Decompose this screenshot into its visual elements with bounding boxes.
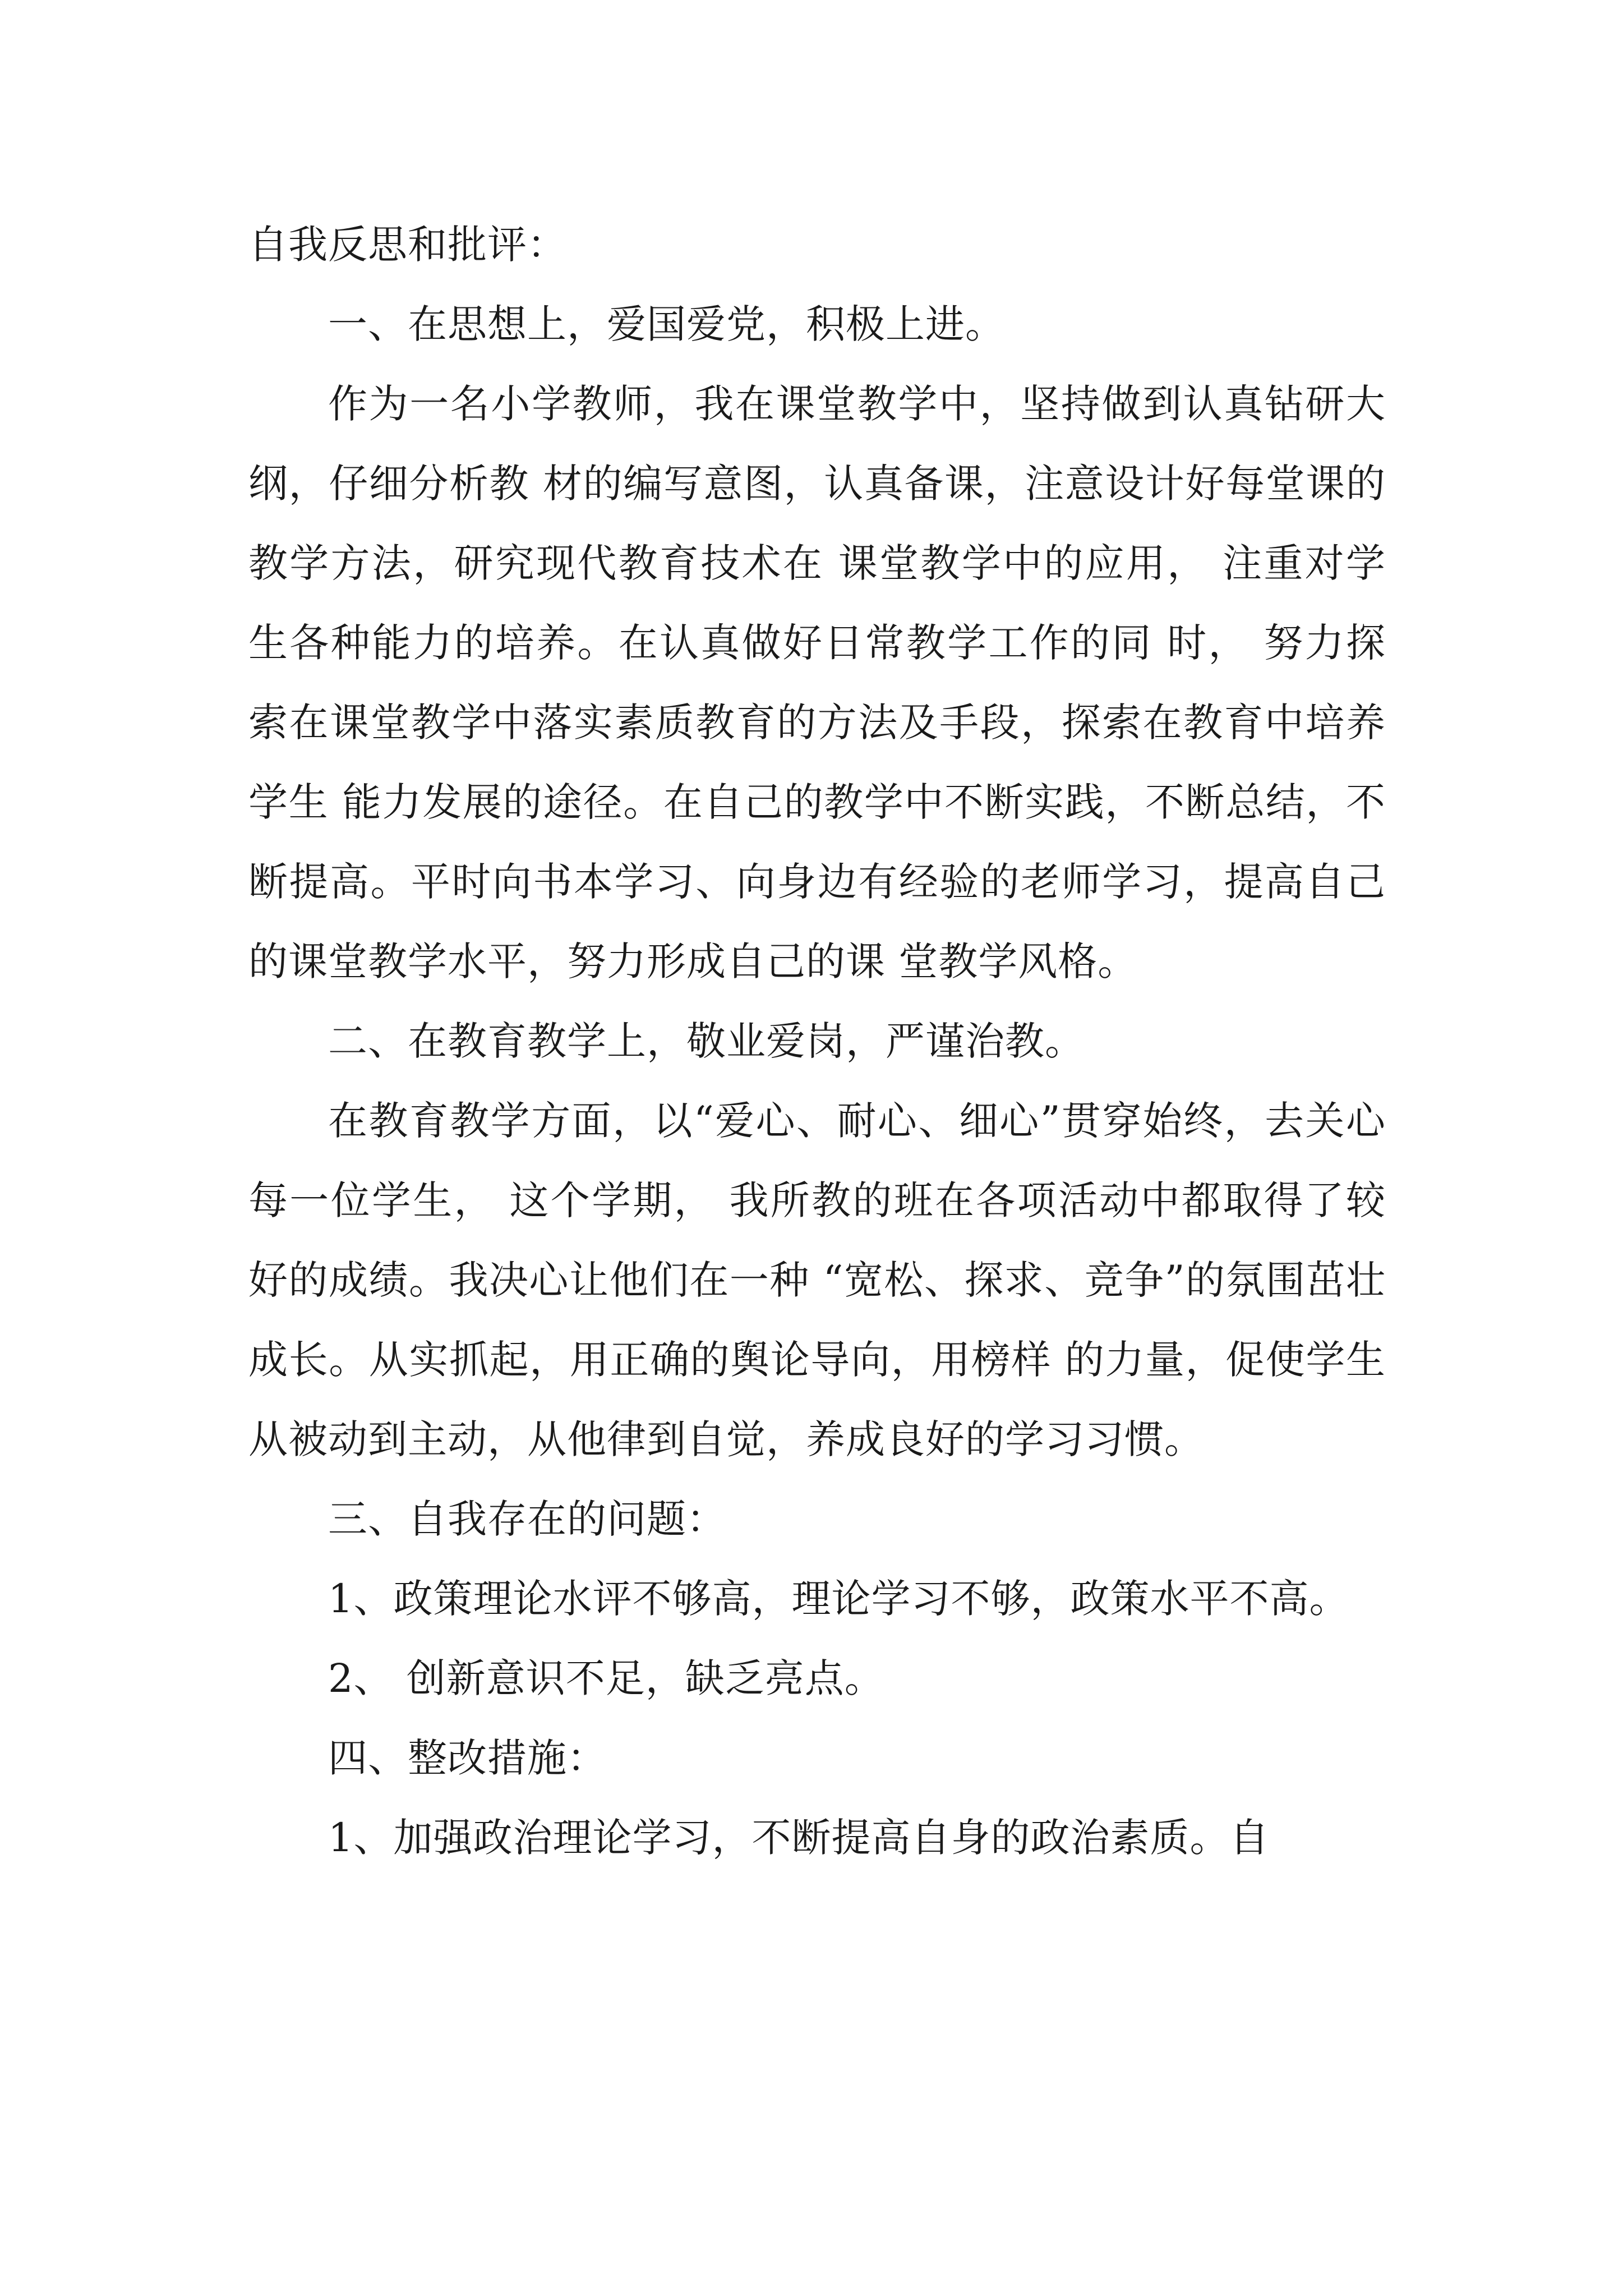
section-heading-intro: 自我反思和批评： [248,222,567,268]
paragraph-education: 在教育教学方面，以“爱心、耐心、细心”贯穿始终，去关心每一位学生， 这个学期， 我所教的班在各项活动中都取得了较好的成绩。我决心让他们在一种 “宽松、探求、竞争”的氛围茁壮成长。从实抓起，用正确的舆论导向，用榜样 的力量，促使学生从被动到主动，从他律到自觉，养成良好的学习习惯。 [248,1098,1386,1462]
measure-item-1: 1、加强政治理论学习，不断提高自身的政治素质。自 [328,1815,1270,1861]
problem-item-2: 2、 创新意识不足，缺乏亮点。 [328,1655,884,1701]
section-heading-4: 四、整改措施： [328,1735,607,1781]
problem-item-1: 1、政策理论水评不够高，理论学习不够，政策水平不高。 [328,1576,1349,1622]
section-heading-1: 一、在思想上，爱国爱党，积极上进。 [328,301,1005,347]
document-body [248,205,1386,1878]
section-heading-2: 二、在教育教学上，敬业爱岗，严谨治教。 [328,1018,1085,1064]
paragraph-teaching: 作为一名小学教师，我在课堂教学中，坚持做到认真钻研大纲，仔细分析教 材的编写意图，认真备课，注意设计好每堂课的教学方法，研究现代教育技术在 课堂教学中的应用， 注重对学生各种能力的培养。在认真做好日常教学工作的同 时， 努力探索在课堂教学中落实素质教育的方法及手段，探索在教育中培养学生 能力发展的途径。在自己的教学中不断实践，不断总结，不断提高。平时向书本学习、向身边有经验的老师学习，提高自己的课堂教学水平，努力形成自己的课 堂教学风格。 [248,381,1386,984]
section-heading-3: 三、自我存在的问题： [328,1496,726,1542]
